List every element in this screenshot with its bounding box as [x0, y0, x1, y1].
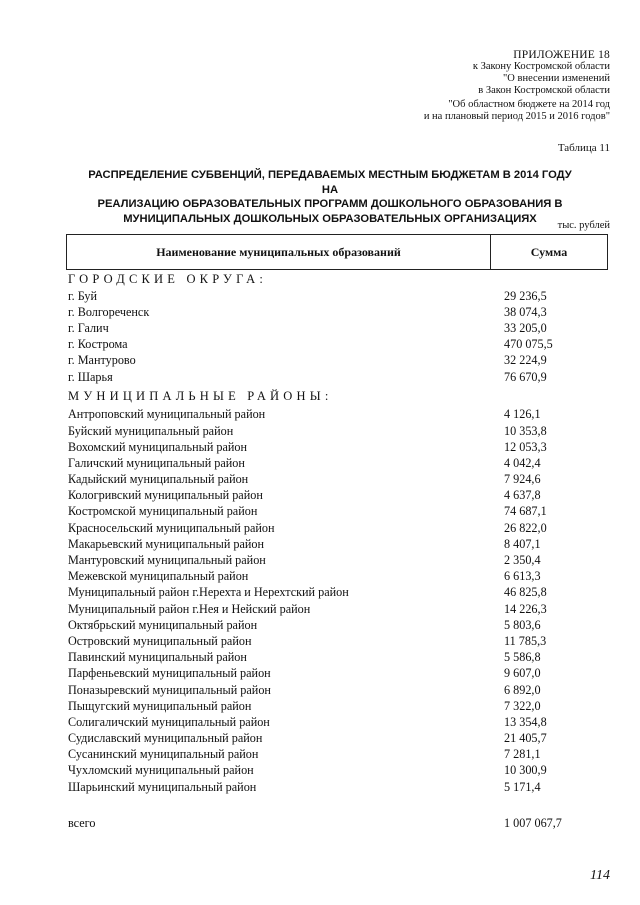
group-heading-label: МУНИЦИПАЛЬНЫЕ РАЙОНЫ:	[68, 388, 333, 403]
total-sum: 1 007 067,7	[504, 816, 562, 830]
table-row	[68, 455, 608, 471]
appendix-line: "О внесении изменений	[503, 73, 610, 84]
municipality-name: Пыщугский муниципальный район	[68, 698, 252, 713]
title-line: РЕАЛИЗАЦИЮ ОБРАЗОВАТЕЛЬНЫХ ПРОГРАММ ДОШКОЛЬНОГО ОБРАЗОВАНИЯ В	[97, 198, 563, 210]
subsidy-sum: 26 822,0	[504, 520, 547, 535]
table-row	[68, 320, 608, 336]
subsidy-sum: 74 687,1	[504, 504, 547, 519]
municipality-name: г. Шарья	[68, 369, 113, 384]
municipality-name: г. Галич	[68, 320, 109, 335]
table-row	[68, 665, 608, 681]
total-label: всего	[68, 816, 96, 830]
column-header-sum: Сумма	[530, 244, 568, 259]
table-number: Таблица 11	[557, 142, 610, 154]
municipality-name: Антроповский муниципальный район	[68, 407, 266, 422]
table-row	[68, 439, 608, 455]
municipality-name: Солигаличский муниципальный район	[68, 714, 270, 729]
municipality-name: Октябрьский муниципальный район	[68, 617, 258, 632]
municipality-name: Костромской муниципальный район	[68, 504, 258, 519]
municipality-name: г. Мантурово	[68, 353, 136, 368]
subsidy-sum: 5 586,8	[504, 650, 541, 665]
table-row	[68, 423, 608, 439]
table-row	[68, 617, 608, 633]
law-reference-line: и на плановый период 2015 и 2016 годов"	[423, 111, 610, 122]
cities-list	[68, 288, 608, 385]
subsidy-sum: 46 825,8	[504, 585, 547, 600]
group-heading-districts	[68, 388, 608, 405]
subsidy-sum: 470 075,5	[504, 337, 553, 352]
municipality-name: Макарьевский муниципальный район	[68, 536, 265, 551]
table-row	[68, 762, 608, 778]
municipality-name: Сусанинский муниципальный район	[68, 747, 259, 762]
table-row	[68, 352, 608, 368]
subsidy-sum: 11 785,3	[504, 633, 547, 648]
table-row	[68, 584, 608, 600]
subsidy-sum: 32 224,9	[504, 353, 547, 368]
title-line: МУНИЦИПАЛЬНЫХ ДОШКОЛЬНЫХ ОБРАЗОВАТЕЛЬНЫХ ОРГАНИЗАЦИЯХ	[123, 212, 537, 225]
municipality-name: г. Волгореченск	[68, 304, 150, 319]
table-row	[68, 552, 608, 568]
table-row	[68, 568, 608, 584]
title-line: РАСПРЕДЕЛЕНИЕ СУБВЕНЦИЙ, ПЕРЕДАВАЕМЫХ МЕСТНЫМ БЮДЖЕТАМ В 2014 ГОДУ НА	[88, 169, 572, 196]
table-row	[68, 649, 608, 665]
table-header	[66, 234, 608, 270]
subsidy-sum: 6 892,0	[504, 682, 541, 697]
municipality-name: Красносельский муниципальный район	[68, 520, 275, 535]
table-body	[68, 271, 608, 795]
units-label: тыс. рублей	[557, 220, 610, 231]
table-row	[68, 304, 608, 320]
subsidy-sum: 4 126,1	[504, 407, 541, 422]
subsidy-sum: 9 607,0	[504, 666, 541, 681]
subsidy-sum: 2 350,4	[504, 553, 541, 567]
subsidy-sum: 7 924,6	[504, 472, 541, 487]
page-number: 114	[590, 868, 610, 883]
table-row	[68, 746, 608, 762]
table-row	[68, 487, 608, 503]
subsidy-sum: 33 205,0	[504, 320, 547, 335]
table-row	[68, 536, 608, 552]
appendix-line: к Закону Костромской области	[472, 61, 610, 72]
subsidy-sum: 7 281,1	[504, 747, 541, 762]
subsidy-sum: 5 171,4	[504, 779, 541, 794]
law-reference-line: "Об областном бюджете на 2014 год	[448, 99, 610, 110]
column-header-name: Наименование муниципальных образований	[67, 235, 491, 269]
table-row	[68, 471, 608, 487]
municipality-name: Муниципальный район г.Нерехта и Нерехтский район	[68, 585, 349, 600]
table-row	[68, 288, 608, 304]
group-heading-cities	[68, 271, 608, 288]
subsidy-sum: 12 053,3	[504, 439, 547, 454]
subsidy-sum: 14 226,3	[504, 601, 547, 616]
appendix-title: ПРИЛОЖЕНИЕ 18	[513, 49, 610, 61]
subsidy-sum: 10 353,8	[504, 423, 547, 438]
total-row	[68, 815, 608, 831]
document-title	[80, 168, 580, 226]
table-row	[68, 633, 608, 649]
group-heading-label: ГОРОДСКИЕ ОКРУГА:	[68, 272, 268, 286]
municipality-name: Кологривский муниципальный район	[68, 488, 263, 503]
municipality-name: Межевской муниципальный район	[68, 569, 249, 584]
subsidy-sum: 8 407,1	[504, 536, 541, 551]
subsidy-sum: 21 405,7	[504, 731, 547, 746]
law-reference	[424, 99, 610, 123]
municipality-name: Островский муниципальный район	[68, 633, 252, 648]
municipality-name: Судиславский муниципальный район	[68, 731, 263, 746]
appendix-header	[473, 49, 610, 97]
municipality-name: Буйский муниципальный район	[68, 423, 234, 438]
municipality-name: г. Буй	[68, 288, 98, 303]
table-row	[68, 779, 608, 795]
subsidy-sum: 10 300,9	[504, 763, 547, 778]
municipality-name: Парфеньевский муниципальный район	[68, 666, 271, 681]
municipality-name: Шарьинский муниципальный район	[68, 779, 257, 794]
municipality-name: Павинский муниципальный район	[68, 650, 247, 665]
table-row	[68, 520, 608, 536]
subsidy-sum: 76 670,9	[504, 369, 547, 384]
subsidy-sum: 29 236,5	[504, 288, 547, 303]
municipality-name: г. Кострома	[68, 337, 128, 352]
municipality-name: Кадыйский муниципальный район	[68, 472, 249, 487]
municipality-name: Вохомский муниципальный район	[68, 439, 248, 454]
subsidy-sum: 7 322,0	[504, 698, 541, 713]
table-row	[68, 336, 608, 352]
subsidy-sum: 5 803,6	[504, 617, 541, 632]
subsidy-sum: 6 613,3	[504, 569, 541, 584]
municipality-name: Галичский муниципальный район	[68, 455, 245, 470]
subsidy-sum: 4 637,8	[504, 488, 541, 503]
table-row	[68, 714, 608, 730]
subsidy-sum: 4 042,4	[504, 455, 541, 470]
municipality-name: Мантуровский муниципальный район	[68, 553, 266, 567]
districts-list	[68, 406, 608, 795]
subsidy-sum: 13 354,8	[504, 714, 547, 729]
table-row	[68, 369, 608, 385]
table-row	[68, 503, 608, 519]
table-row	[68, 682, 608, 698]
table-row	[68, 601, 608, 617]
table-row	[68, 730, 608, 746]
subsidy-sum: 38 074,3	[504, 304, 547, 319]
municipality-name: Поназыревский муниципальный район	[68, 682, 271, 697]
table-row	[68, 406, 608, 422]
table-row	[68, 698, 608, 714]
municipality-name: Муниципальный район г.Нея и Нейский район	[68, 601, 311, 616]
municipality-name: Чухломский муниципальный район	[68, 763, 254, 778]
appendix-line: в Закон Костромской области	[478, 85, 610, 96]
